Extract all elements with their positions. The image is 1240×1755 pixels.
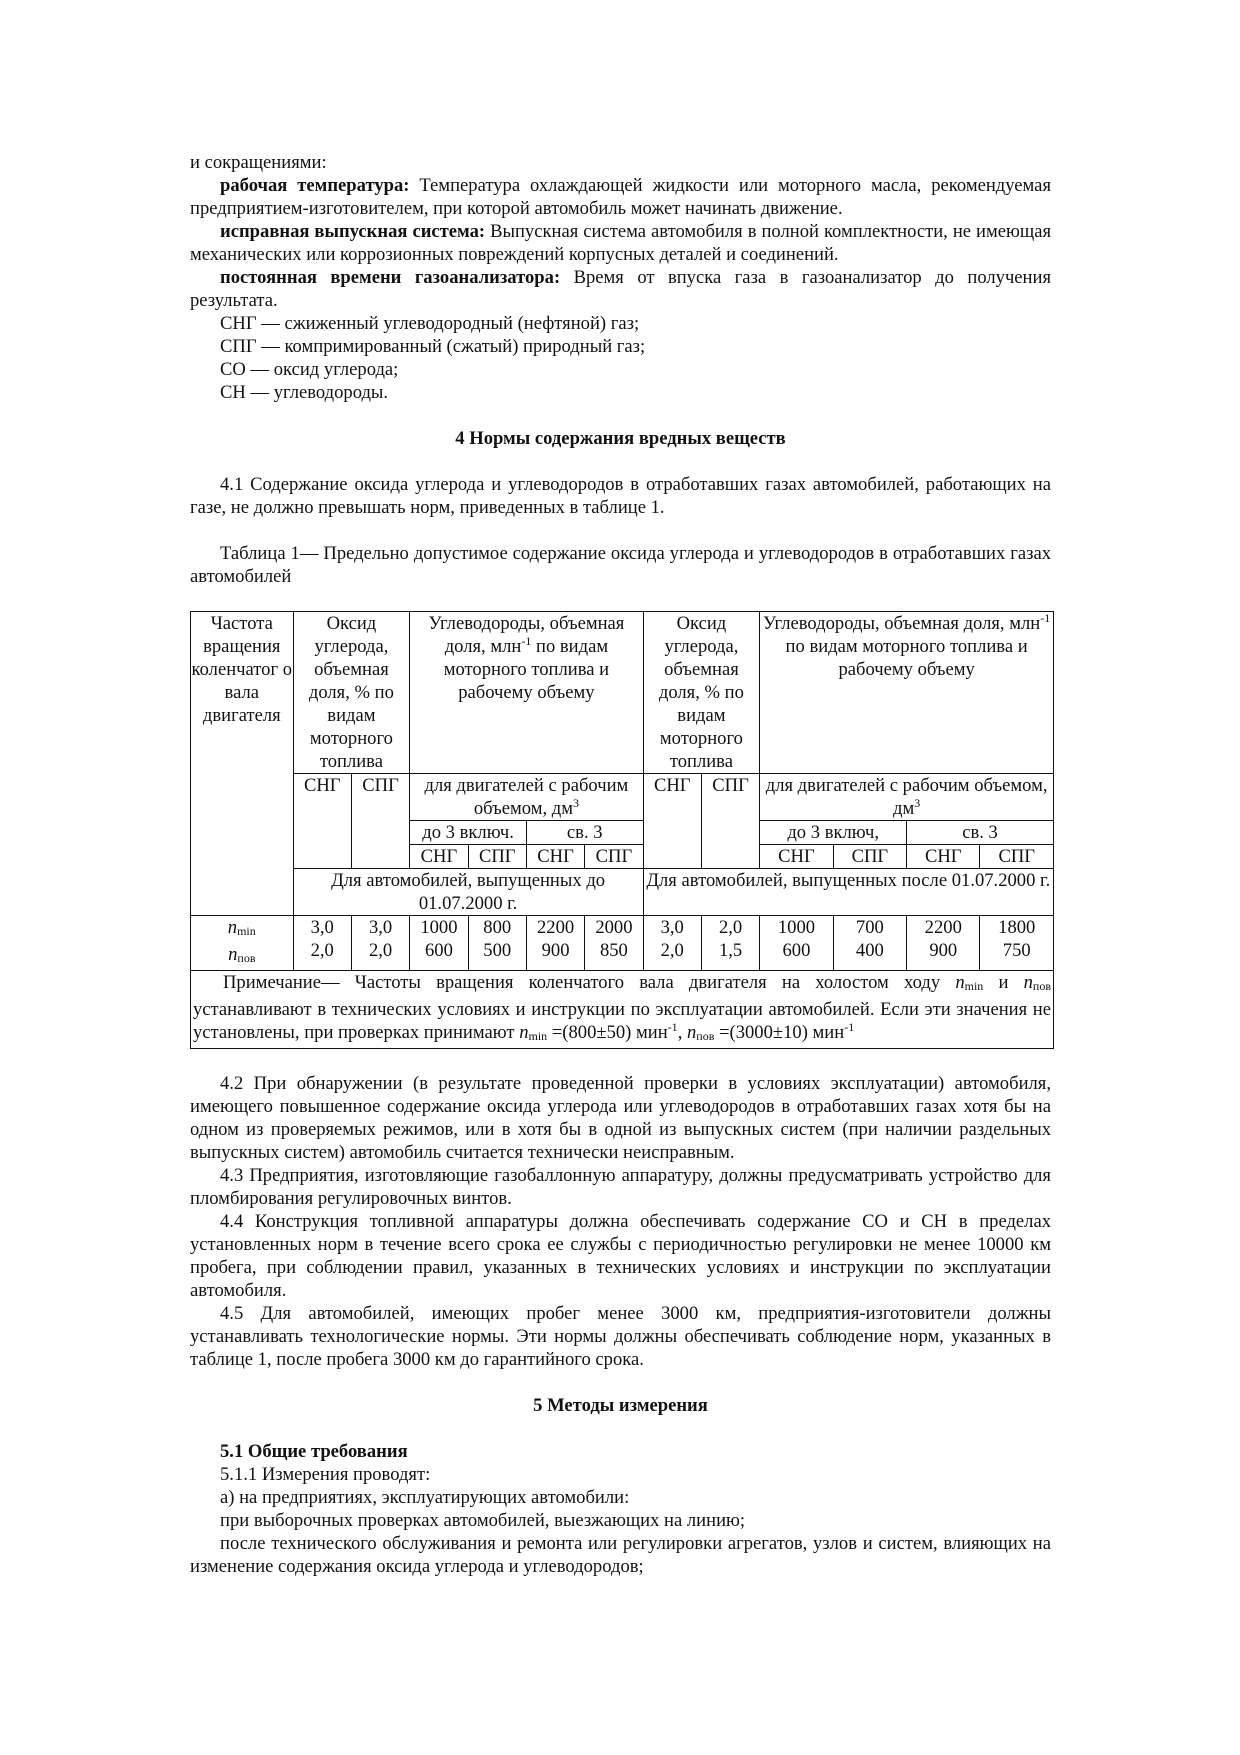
header-before-2000: Для автомобилей, выпущенных до 01.07.2000 г. [293,869,643,916]
table-cell: 2,0 1,5 [701,916,759,971]
header-spg: СПГ [351,774,409,869]
abbr-spg: СПГ — компримированный (сжатый) природный газ; [220,336,646,357]
paragraph-after-maintenance: после технического обслуживания и ремонта или регулировки агрегатов, узлов и систем, влияющих на изменение содержания оксида углерода и углеводородов; [190,1533,1051,1577]
table-caption: Таблица 1— Предельно допустимое содержание оксида углерода и углеводородов в отработавших газах автомобилей [190,543,1051,587]
header-sng: СНГ [410,845,468,869]
header-sng: СНГ [526,845,584,869]
header-over-3: св. 3 [526,821,643,845]
header-upto-3: до 3 включ. [410,821,527,845]
paragraph-4-2: 4.2 При обнаружении (в результате проведенной проверки в условиях эксплуатации) автомобиля, имеющего повышенное содержание оксида углерода или углеводородов в отработавших газах хотя бы на одном из проверяемых режимов, или в хотя бы в одной из выпускных систем (при наличии раздельных выпускных систем) автомобиль считается технически неисправным. [190,1073,1051,1163]
header-after-2000: Для автомобилей, выпущенных после 01.07.2000 г. [643,869,1053,916]
abbr-sng: СНГ — сжиженный углеводородный (нефтяной) газ; [220,313,640,334]
header-engine-volume: для двигателей с рабочим объемом, $дм^3$ [760,774,1054,821]
header-engine-volume: для двигателей с рабочим объемом, $дм^3$ [410,774,643,821]
header-spg: СПГ [980,845,1054,869]
abbr-ch: СН — углеводороды. [220,382,389,403]
header-over-3: св. 3 [907,821,1054,845]
table-cell: 3,0 2,0 [643,916,701,971]
table-cell: 2200 900 [526,916,584,971]
section-4-title: 4 Нормы содержания вредных веществ [455,428,786,449]
subsection-5-1-title: 5.1 Общие требования [220,1441,408,1462]
table-cell: 1000 600 [410,916,468,971]
table-cell: 2000 850 [585,916,643,971]
paragraph-4-3: 4.3 Предприятия, изготовляющие газобаллонную аппаратуру, должны предусматривать устройство для пломбирования регулировочных винтов. [190,1165,1051,1209]
intro-line: и сокращениями: [190,152,327,173]
header-upto-3: до 3 включ, [760,821,907,845]
header-ch-after: Углеводороды, объемная доля, млн$^{-1}$ по видам моторного топлива и рабочему объему [760,612,1054,774]
section-5-title: 5 Методы измерения [533,1395,708,1416]
paragraph-4-4: 4.4 Конструкция топливной аппаратуры должна обеспечивать содержание СО и СН в пределах установленных норм в течение всего срока ее службы с периодичностью регулировки не менее 10000 км пробега, при соблюдении правил, указанных в технических условиях и инструкции по эксплуатации автомобиля. [190,1211,1051,1301]
header-sng: СНГ [907,845,980,869]
header-sng: СНГ [643,774,701,869]
definition-time-constant: постоянная времени газоанализатора: Время от впуска газа в газоанализатор до получения результата. [190,267,1051,311]
paragraph-4-1: 4.1 Содержание оксида углерода и углеводородов в отработавших газах автомобилей, работающих на газе, не должно превышать норм, приведенных в таблице 1. [190,474,1051,518]
header-sng: СНГ [760,845,833,869]
table-cell: 3,0 2,0 [351,916,409,971]
definition-working-temperature: рабочая температура: Температура охлаждающей жидкости или моторного масла, рекомендуемая предприятием-изготовителем, при которой автомобиль может начинать движение. [190,175,1051,219]
header-spg: СПГ [585,845,643,869]
table-cell: 800 500 [468,916,526,971]
definition-exhaust-system: исправная выпускная система: Выпускная система автомобиля в полной комплектности, не имеющая механических или коррозионных повреждений корпусных деталей и соединений. [190,221,1052,265]
header-co-after: Оксид углерода, объемная доля, % по видам моторного топлива [643,612,760,774]
table-cell: 3,0 2,0 [293,916,351,971]
table-cell: 1800 750 [980,916,1054,971]
header-rpm: Частота вращения коленчатог о вала двигателя [191,612,294,916]
header-spg: СПГ [701,774,759,869]
paragraph-5-1-1: 5.1.1 Измерения проводят: [220,1464,431,1485]
header-ch-before: Углеводороды, объемная доля, млн$^{-1}$ по видам моторного топлива и рабочему объему [410,612,643,774]
table-cell: 700 400 [833,916,906,971]
paragraph-a: а) на предприятиях, эксплуатирующих автомобили: [220,1487,630,1508]
header-spg: СПГ [468,845,526,869]
document-page [190,151,1051,1578]
row-label-n: nmin nпов [191,916,294,971]
table-note: Примечание— Частоты вращения коленчатого вала двигателя на холостом ходу nmin и nпов устанавливают в технических условиях и инструкции по эксплуатации автомобилей. Если эти значения не установлены, при проверках принимают nmin =(800±50) мин$^{-1}$, nпов =(3000±10) мин$^{-1}$ [191,971,1054,1049]
header-spg: СПГ [833,845,906,869]
table-cell: 1000 600 [760,916,833,971]
emission-norms-table [190,611,1054,1049]
paragraph-selective-checks: при выборочных проверках автомобилей, выезжающих на линию; [220,1510,746,1531]
header-sng: СНГ [293,774,351,869]
header-co-before: Оксид углерода, объемная доля, % по видам моторного топлива [293,612,410,774]
table-cell: 2200 900 [907,916,980,971]
abbr-co: СО — оксид углерода; [220,359,399,380]
paragraph-4-5: 4.5 Для автомобилей, имеющих пробег менее 3000 км, предприятия-изготовители должны устанавливать технологические нормы. Эти нормы должны обеспечивать соблюдение норм, указанных в таблице 1, после пробега 3000 км до гарантийного срока. [190,1303,1051,1370]
